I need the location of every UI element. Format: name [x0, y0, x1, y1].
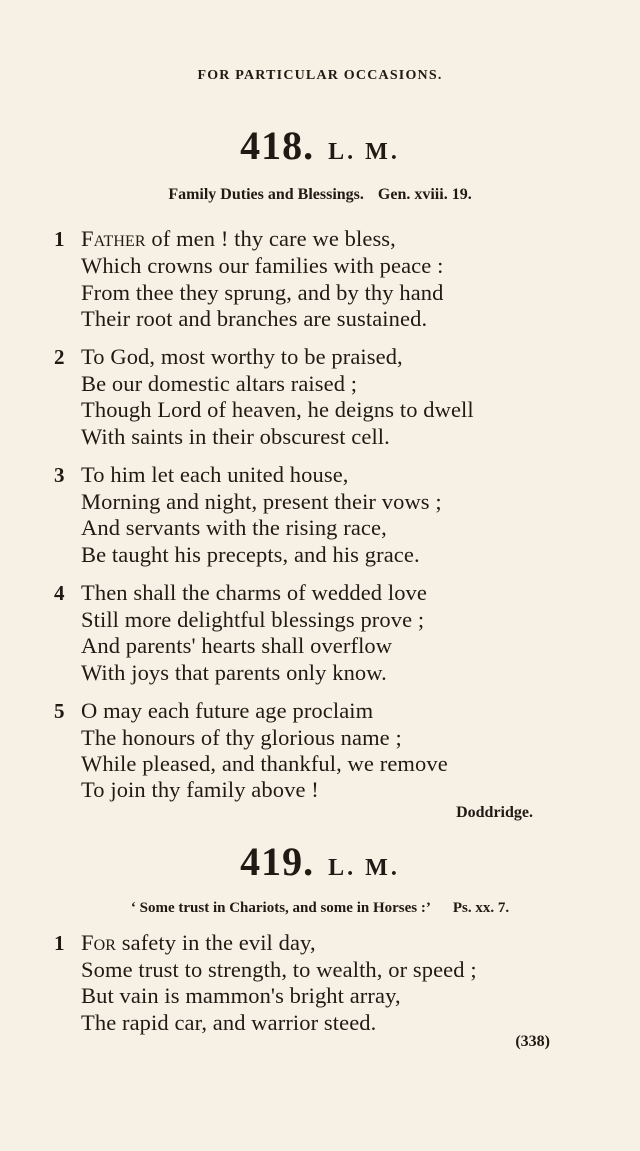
verse-line: For safety in the evil day,: [81, 930, 316, 955]
first-word: For: [81, 930, 117, 955]
hymn-number: 418.: [240, 123, 315, 168]
verse-line: Morning and night, present their vows ;: [81, 489, 442, 514]
verse-line: Be our domestic altars raised ;: [81, 371, 358, 396]
author-attribution: Doddridge.: [456, 804, 533, 821]
page-number: (338): [515, 1033, 550, 1050]
verse-line: Some trust to strength, to wealth, or speed ;: [81, 957, 477, 982]
verse-line: The rapid car, and warrior steed.: [81, 1010, 377, 1035]
verse-line: Though Lord of heaven, he deigns to dwell: [81, 397, 474, 422]
verse-line: To him let each united house,: [81, 462, 349, 487]
verse-line: While pleased, and thankful, we remove: [81, 751, 448, 776]
verse-line: To God, most worthy to be praised,: [81, 344, 403, 369]
hymn-number: 419.: [240, 839, 315, 884]
verse-line: And parents' hearts shall overflow: [81, 633, 393, 658]
subtitle-text: Family Duties and Blessings.: [168, 186, 364, 203]
hymn-418-heading: [0, 122, 640, 169]
verse-line: Still more delightful blessings prove ;: [81, 607, 425, 632]
scripture-reference: Gen. xviii. 19.: [377, 186, 472, 203]
verse-line: Then shall the charms of wedded love: [81, 580, 427, 605]
verse-line: With joys that parents only know.: [81, 660, 387, 685]
stanza-number: 5: [54, 699, 65, 723]
verse-line: To join thy family above !: [81, 777, 319, 802]
verse-line: From thee they sprung, and by thy hand: [81, 280, 444, 305]
hymn-meter: L. M.: [328, 139, 400, 165]
stanza-number: 4: [54, 581, 65, 605]
running-head: FOR PARTICULAR OCCASIONS.: [197, 68, 443, 83]
verse-line: O may each future age proclaim: [81, 698, 374, 723]
scripture-reference: Ps. xx. 7.: [452, 900, 510, 916]
hymn-419-heading: [0, 838, 640, 885]
hymn-419-subtitle: [0, 900, 640, 917]
verse-line: The honours of thy glorious name ;: [81, 725, 402, 750]
stanza-number: 1: [54, 227, 65, 251]
hymn-meter: L. M.: [328, 855, 400, 881]
first-word: Father: [81, 226, 146, 251]
verse-line: And servants with the rising race,: [81, 515, 387, 540]
subtitle-text: ‘ Some trust in Chariots, and some in Horses :’: [130, 900, 431, 916]
stanza-number: 2: [54, 345, 65, 369]
verse-line: Be taught his precepts, and his grace.: [81, 542, 420, 567]
verse-line: With saints in their obscurest cell.: [81, 424, 390, 449]
verse-line: But vain is mammon's bright array,: [81, 983, 401, 1008]
stanza-number: 1: [54, 931, 65, 955]
stanza-number: 3: [54, 463, 65, 487]
hymn-418-subtitle: [0, 186, 640, 204]
verse-line: Which crowns our families with peace :: [81, 253, 444, 278]
verse-line: Their root and branches are sustained.: [81, 306, 428, 331]
verse-line: Father of men ! thy care we bless,: [81, 226, 396, 251]
